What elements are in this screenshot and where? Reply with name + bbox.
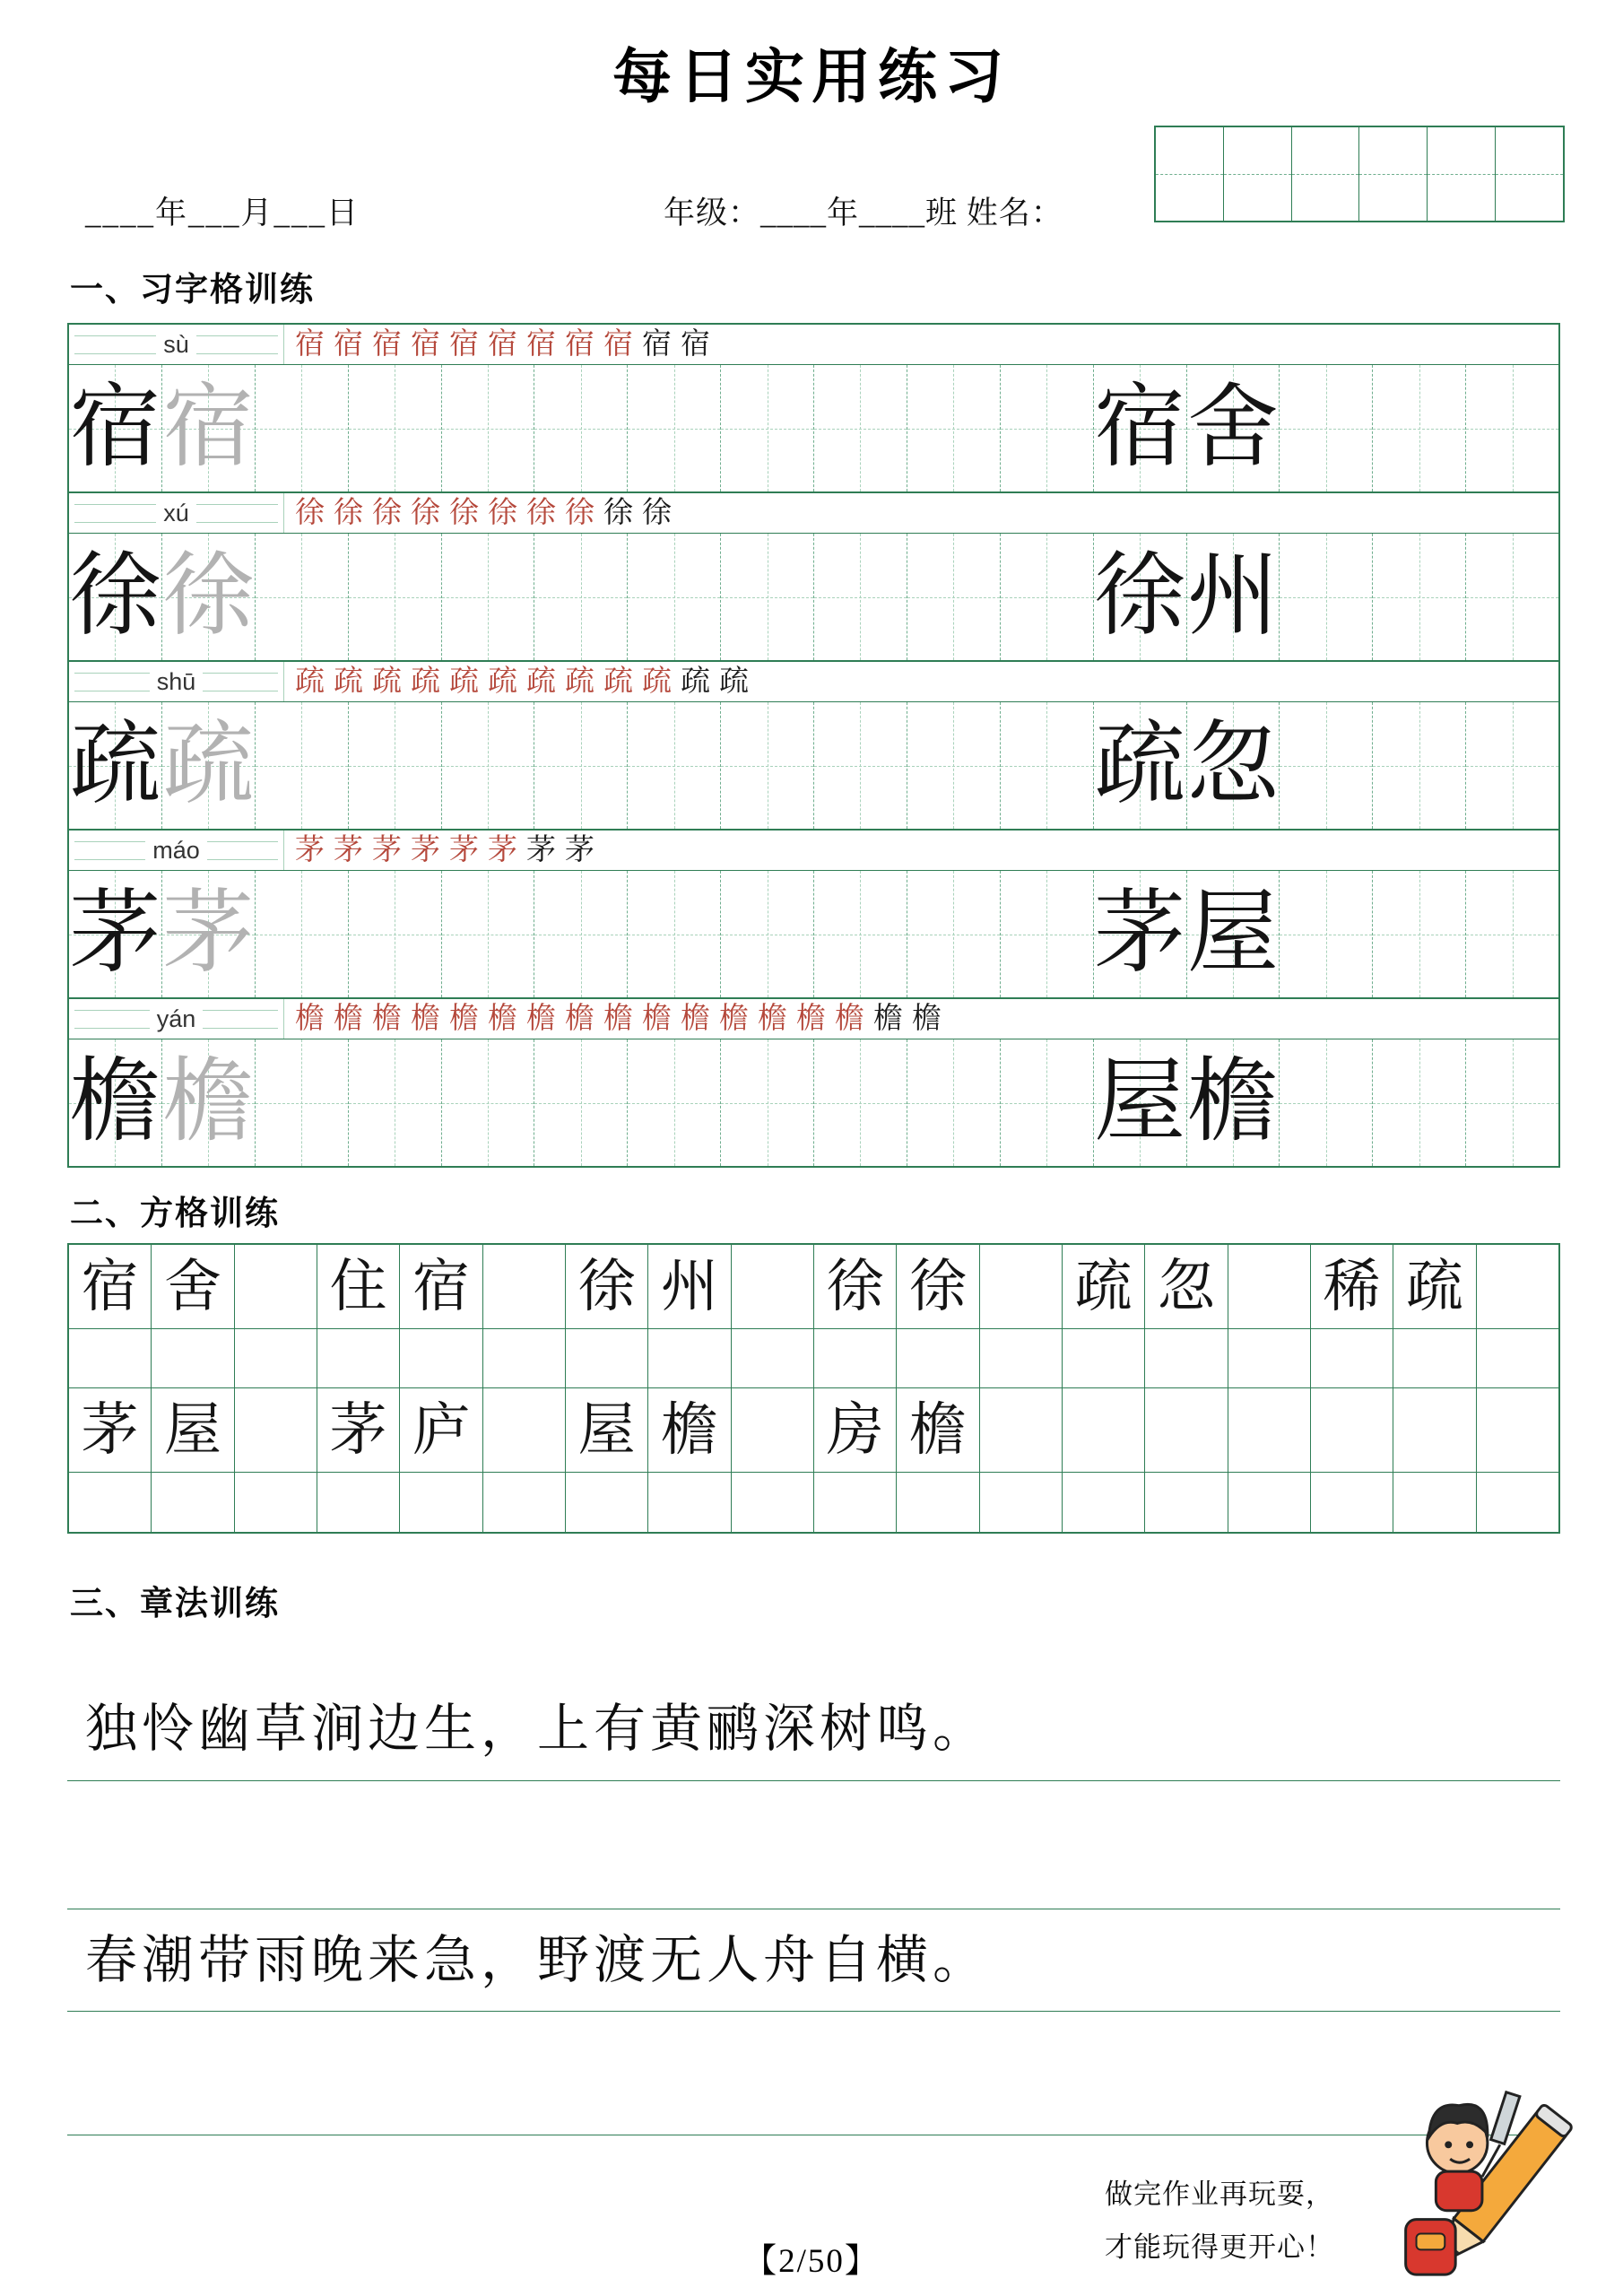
practice-cell	[442, 534, 535, 660]
stroke-step: 徐	[526, 496, 556, 529]
practice-cell	[1373, 871, 1466, 997]
practice-cell	[534, 534, 628, 660]
square-cell	[317, 1329, 400, 1387]
square-cell	[980, 1245, 1063, 1328]
practice-cell	[628, 534, 721, 660]
square-cell: 忽	[1145, 1245, 1228, 1328]
practice-cell	[628, 702, 721, 829]
stroke-step: 宿	[526, 327, 556, 361]
practice-cell	[1187, 702, 1280, 829]
character-block	[69, 829, 1558, 997]
square-cell: 稀	[1311, 1245, 1393, 1328]
practice-cell	[721, 702, 814, 829]
square-grid-row	[69, 1388, 1558, 1473]
square-cell	[1393, 1388, 1476, 1472]
stroke-step: 茅	[488, 833, 517, 866]
practice-cell	[534, 702, 628, 829]
practice-cell	[814, 702, 907, 829]
writing-line	[67, 2011, 1560, 2012]
stroke-step: 宿	[488, 327, 517, 361]
square-cell	[648, 1473, 731, 1532]
pinyin-box	[69, 831, 284, 870]
stroke-step: 檐	[565, 1002, 595, 1035]
stroke-step: 宿	[334, 327, 363, 361]
square-cell	[1477, 1245, 1558, 1328]
practice-cell	[1373, 365, 1466, 491]
square-cell	[1477, 1388, 1558, 1472]
square-cell	[1063, 1473, 1145, 1532]
square-cell	[980, 1388, 1063, 1472]
stroke-step: 宿	[603, 327, 633, 361]
motto-line-2: 才能玩得更开心！	[1105, 2231, 1334, 2263]
square-cell	[483, 1473, 566, 1532]
practice-cell	[256, 1039, 349, 1166]
stroke-step: 疏	[681, 665, 710, 698]
practice-cell	[442, 702, 535, 829]
practice-cell	[534, 1039, 628, 1166]
square-cell	[1311, 1473, 1393, 1532]
square-cell	[814, 1473, 897, 1532]
square-cell: 屋	[152, 1388, 234, 1472]
square-cell	[1228, 1473, 1311, 1532]
stroke-order-row	[69, 662, 1558, 702]
practice-cell	[1187, 534, 1280, 660]
stroke-step: 疏	[295, 665, 325, 698]
practice-cell	[442, 365, 535, 491]
practice-glyph: 檐	[162, 1051, 255, 1153]
practice-cell	[1094, 1039, 1187, 1166]
stroke-step: 疏	[449, 665, 479, 698]
square-cell	[483, 1329, 566, 1387]
stroke-order-row	[69, 831, 1558, 871]
square-cell	[732, 1245, 814, 1328]
square-cell	[732, 1388, 814, 1472]
square-cell	[235, 1329, 317, 1387]
practice-cell	[162, 871, 256, 997]
stroke-step: 徐	[449, 496, 479, 529]
stroke-step: 徐	[565, 496, 595, 529]
stroke-step: 宿	[565, 327, 595, 361]
stroke-step: 徐	[488, 496, 517, 529]
practice-glyph: 茅	[1094, 883, 1186, 985]
practice-cell	[1187, 1039, 1280, 1166]
square-cell	[152, 1329, 234, 1387]
practice-cell	[1466, 365, 1558, 491]
square-cell	[1477, 1473, 1558, 1532]
square-cell	[1311, 1329, 1393, 1387]
practice-cell	[162, 1039, 256, 1166]
square-cell	[897, 1329, 979, 1387]
square-grid-row	[69, 1473, 1558, 1532]
practice-cell	[69, 1039, 162, 1166]
stroke-step: 疏	[565, 665, 595, 698]
section-2-heading: 二、方格训练	[70, 1195, 280, 1231]
page-title: 每日实用练习	[612, 43, 1011, 109]
practice-cell	[69, 365, 162, 491]
stroke-step: 宿	[295, 327, 325, 361]
square-cell	[235, 1388, 317, 1472]
stroke-step: 檐	[642, 1002, 672, 1035]
practice-cell	[1001, 534, 1094, 660]
square-cell: 疏	[1063, 1245, 1145, 1328]
stroke-step: 檐	[526, 1002, 556, 1035]
practice-glyph: 徐	[1094, 545, 1186, 648]
practice-cell	[256, 702, 349, 829]
pinyin-label: xú	[156, 500, 196, 527]
practice-cell	[721, 534, 814, 660]
square-cell: 住	[317, 1245, 400, 1328]
stroke-step: 檐	[873, 1002, 903, 1035]
stroke-step: 疏	[526, 665, 556, 698]
practice-cell	[1466, 534, 1558, 660]
stroke-step: 徐	[372, 496, 402, 529]
square-cell	[1145, 1473, 1228, 1532]
practice-cell	[814, 534, 907, 660]
stroke-order-row	[69, 493, 1558, 534]
stroke-step: 茅	[411, 833, 440, 866]
square-cell	[483, 1388, 566, 1472]
name-grid-cell	[1359, 127, 1428, 221]
square-cell	[235, 1245, 317, 1328]
square-cell: 宿	[400, 1245, 482, 1328]
grade-class-name-line: 年级：____年____班 姓名：	[664, 196, 1063, 230]
stroke-sequence	[284, 999, 1558, 1039]
pinyin-box	[69, 493, 284, 533]
practice-glyph: 宿	[1094, 377, 1186, 479]
practice-cell	[1280, 534, 1373, 660]
practice-glyph: 檐	[69, 1051, 161, 1153]
practice-cell	[349, 871, 442, 997]
practice-glyph: 徐	[162, 545, 255, 648]
name-grid-cell	[1428, 127, 1496, 221]
practice-cell	[69, 534, 162, 660]
practice-cell	[1466, 702, 1558, 829]
square-cell: 屋	[566, 1388, 648, 1472]
stroke-sequence	[284, 493, 1558, 533]
stroke-step: 茅	[565, 833, 595, 866]
square-cell	[1393, 1473, 1476, 1532]
square-cell: 徐	[814, 1245, 897, 1328]
stroke-step: 徐	[411, 496, 440, 529]
practice-cell	[628, 365, 721, 491]
practice-cell	[1280, 1039, 1373, 1166]
practice-cell	[534, 365, 628, 491]
square-cell	[980, 1473, 1063, 1532]
mascot-illustration	[1365, 2070, 1587, 2292]
practice-cell	[1094, 702, 1187, 829]
practice-cell	[1001, 1039, 1094, 1166]
stroke-step: 疏	[372, 665, 402, 698]
practice-cell	[349, 1039, 442, 1166]
square-grid-row	[69, 1245, 1558, 1329]
square-cell	[400, 1473, 482, 1532]
practice-cell	[1373, 534, 1466, 660]
practice-cell	[721, 871, 814, 997]
practice-cell	[907, 534, 1001, 660]
practice-cell	[907, 702, 1001, 829]
square-cell: 茅	[317, 1388, 400, 1472]
square-cell: 檐	[648, 1388, 731, 1472]
section-3-heading: 三、章法训练	[70, 1585, 280, 1622]
practice-glyph: 疏	[69, 714, 161, 816]
character-block	[69, 997, 1558, 1166]
practice-cell	[1280, 871, 1373, 997]
stroke-step: 檐	[603, 1002, 633, 1035]
square-cell	[1228, 1329, 1311, 1387]
stroke-step: 檐	[719, 1002, 749, 1035]
composition-sentence: 春潮带雨晚来急，野渡无人舟自横。	[85, 1931, 990, 1989]
practice-cell	[814, 871, 907, 997]
square-grid-row	[69, 1329, 1558, 1388]
practice-glyph: 茅	[69, 883, 161, 985]
practice-cell	[442, 871, 535, 997]
square-cell: 徐	[566, 1245, 648, 1328]
practice-cell	[907, 871, 1001, 997]
stroke-sequence	[284, 662, 1558, 701]
practice-glyph: 舍	[1186, 377, 1279, 479]
stroke-step: 茅	[372, 833, 402, 866]
stroke-step: 檐	[912, 1002, 942, 1035]
stroke-step: 檐	[334, 1002, 363, 1035]
square-cell	[1311, 1388, 1393, 1472]
practice-cell	[349, 534, 442, 660]
date-line: ____年___月___日	[85, 196, 360, 230]
character-block	[69, 491, 1558, 660]
practice-row	[69, 1039, 1558, 1166]
square-cell	[648, 1329, 731, 1387]
practice-cell	[907, 365, 1001, 491]
practice-cell	[814, 365, 907, 491]
stroke-step: 檐	[372, 1002, 402, 1035]
practice-cell	[1466, 871, 1558, 997]
footer-motto	[1105, 2169, 1334, 2274]
stroke-step: 茅	[334, 833, 363, 866]
stroke-sequence	[284, 831, 1558, 870]
character-block	[69, 325, 1558, 491]
square-cell: 房	[814, 1388, 897, 1472]
square-cell	[1145, 1388, 1228, 1472]
square-cell: 舍	[152, 1245, 234, 1328]
square-cell	[400, 1329, 482, 1387]
stroke-step: 茅	[449, 833, 479, 866]
stroke-step: 徐	[603, 496, 633, 529]
practice-row	[69, 702, 1558, 829]
pinyin-label: shū	[150, 668, 204, 696]
pinyin-box	[69, 325, 284, 364]
pinyin-box	[69, 662, 284, 701]
square-cell: 徐	[897, 1245, 979, 1328]
practice-cell	[442, 1039, 535, 1166]
square-cell	[814, 1329, 897, 1387]
stroke-step: 疏	[411, 665, 440, 698]
stroke-step: 檐	[835, 1002, 864, 1035]
stroke-step: 檐	[411, 1002, 440, 1035]
practice-cell	[1280, 702, 1373, 829]
stroke-step: 茅	[526, 833, 556, 866]
practice-glyph: 忽	[1186, 714, 1279, 816]
practice-cell	[1373, 702, 1466, 829]
practice-cell	[1466, 1039, 1558, 1166]
name-grid-cell	[1496, 127, 1563, 221]
practice-glyph: 屋	[1186, 883, 1279, 985]
practice-blocks	[67, 323, 1560, 1168]
stroke-step: 疏	[719, 665, 749, 698]
motto-line-1: 做完作业再玩耍，	[1105, 2179, 1334, 2210]
stroke-order-row	[69, 325, 1558, 365]
square-cell	[1063, 1329, 1145, 1387]
stroke-sequence	[284, 325, 1558, 364]
stroke-step: 茅	[295, 833, 325, 866]
square-cell	[317, 1473, 400, 1532]
practice-cell	[628, 1039, 721, 1166]
square-cell	[1145, 1329, 1228, 1387]
square-cell	[1393, 1329, 1476, 1387]
practice-cell	[534, 871, 628, 997]
square-cell: 檐	[897, 1388, 979, 1472]
practice-cell	[349, 702, 442, 829]
practice-row	[69, 871, 1558, 997]
practice-cell	[162, 702, 256, 829]
square-cell	[566, 1473, 648, 1532]
practice-cell	[1280, 365, 1373, 491]
stroke-step: 宿	[449, 327, 479, 361]
practice-cell	[162, 534, 256, 660]
square-grid	[67, 1243, 1560, 1534]
practice-cell	[1001, 365, 1094, 491]
square-cell	[732, 1473, 814, 1532]
stroke-step: 檐	[488, 1002, 517, 1035]
practice-cell	[907, 1039, 1001, 1166]
stroke-step: 檐	[449, 1002, 479, 1035]
name-grid-cell	[1156, 127, 1224, 221]
name-grid-cell	[1224, 127, 1292, 221]
practice-cell	[628, 871, 721, 997]
practice-row	[69, 365, 1558, 491]
practice-cell	[1094, 365, 1187, 491]
practice-cell	[721, 1039, 814, 1166]
practice-glyph: 宿	[69, 377, 161, 479]
square-cell: 茅	[69, 1388, 152, 1472]
square-cell: 州	[648, 1245, 731, 1328]
square-cell	[1228, 1245, 1311, 1328]
page-number: 【2/50】	[743, 2243, 880, 2280]
character-block	[69, 660, 1558, 829]
pinyin-box	[69, 999, 284, 1039]
practice-glyph: 徐	[69, 545, 161, 648]
square-cell	[566, 1329, 648, 1387]
square-cell	[69, 1473, 152, 1532]
practice-cell	[721, 365, 814, 491]
practice-cell	[256, 534, 349, 660]
square-cell	[235, 1473, 317, 1532]
stroke-step: 檐	[295, 1002, 325, 1035]
practice-glyph: 宿	[162, 377, 255, 479]
stroke-step: 疏	[603, 665, 633, 698]
square-cell	[483, 1245, 566, 1328]
stroke-step: 宿	[642, 327, 672, 361]
pinyin-label: sù	[156, 331, 196, 359]
pinyin-label: máo	[145, 837, 207, 865]
stroke-step: 宿	[372, 327, 402, 361]
practice-row	[69, 534, 1558, 660]
stroke-step: 疏	[334, 665, 363, 698]
practice-cell	[256, 871, 349, 997]
square-cell	[1063, 1388, 1145, 1472]
square-cell	[1477, 1329, 1558, 1387]
stroke-step: 檐	[681, 1002, 710, 1035]
stroke-order-row	[69, 999, 1558, 1039]
stroke-step: 檐	[796, 1002, 826, 1035]
composition-sentence: 独怜幽草涧边生，上有黄鹂深树鸣。	[85, 1700, 990, 1758]
pinyin-label: yán	[150, 1005, 204, 1033]
practice-cell	[69, 871, 162, 997]
practice-cell	[1373, 1039, 1466, 1166]
square-cell	[897, 1473, 979, 1532]
practice-cell	[349, 365, 442, 491]
square-cell	[152, 1473, 234, 1532]
stroke-step: 疏	[642, 665, 672, 698]
square-cell: 庐	[400, 1388, 482, 1472]
name-grid-cell	[1292, 127, 1360, 221]
section-1-heading: 一、习字格训练	[70, 271, 315, 308]
square-cell	[1228, 1388, 1311, 1472]
stroke-step: 檐	[758, 1002, 787, 1035]
practice-cell	[1094, 534, 1187, 660]
writing-line	[67, 1780, 1560, 1781]
stroke-step: 宿	[681, 327, 710, 361]
stroke-step: 徐	[334, 496, 363, 529]
practice-cell	[1001, 702, 1094, 829]
practice-glyph: 州	[1186, 545, 1279, 648]
practice-cell	[69, 702, 162, 829]
practice-cell	[1001, 871, 1094, 997]
practice-glyph: 茅	[162, 883, 255, 985]
square-cell	[980, 1329, 1063, 1387]
stroke-step: 徐	[295, 496, 325, 529]
stroke-step: 徐	[642, 496, 672, 529]
practice-glyph: 屋	[1094, 1051, 1186, 1153]
practice-cell	[1187, 871, 1280, 997]
square-cell	[732, 1329, 814, 1387]
square-cell	[69, 1329, 152, 1387]
name-writing-grid	[1154, 126, 1565, 222]
practice-cell	[1094, 871, 1187, 997]
practice-glyph: 疏	[1094, 714, 1186, 816]
practice-glyph: 疏	[162, 714, 255, 816]
practice-cell	[814, 1039, 907, 1166]
practice-cell	[1187, 365, 1280, 491]
practice-glyph: 檐	[1186, 1051, 1279, 1153]
square-cell: 宿	[69, 1245, 152, 1328]
stroke-step: 疏	[488, 665, 517, 698]
square-cell: 疏	[1393, 1245, 1476, 1328]
practice-cell	[162, 365, 256, 491]
practice-cell	[256, 365, 349, 491]
stroke-step: 宿	[411, 327, 440, 361]
